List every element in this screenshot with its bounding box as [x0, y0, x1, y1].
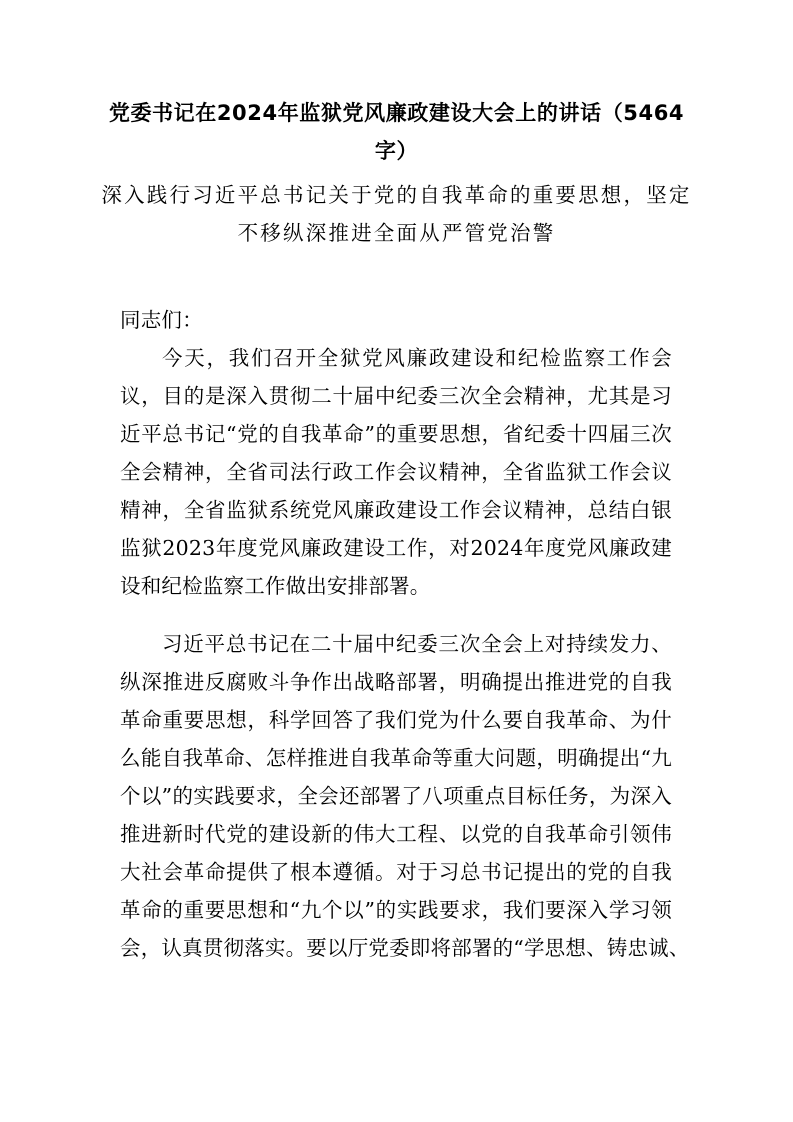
paragraph-2-line: 会，认真贯彻落实。要以厅党委即将部署的“学思想、铸忠诚、 — [120, 936, 690, 960]
salutation: 同志们： — [120, 308, 203, 332]
paragraph-2-line: 么能自我革命、怎样推进自我革命等重大问题，明确提出“九 — [120, 746, 672, 770]
paragraph-2-line: 革命的重要思想和“九个以”的实践要求，我们要深入学习领 — [120, 898, 672, 922]
document-title-line-1: 党委书记在2024年监狱党风廉政建设大会上的讲话（5464 — [108, 101, 685, 125]
document-title-line-2: 字） — [374, 139, 419, 163]
paragraph-2-line: 革命重要思想，科学回答了我们党为什么要自我革命、为什 — [120, 708, 672, 732]
paragraph-1-line: 近平总书记“党的自我革命”的重要思想，省纪委十四届三次 — [120, 422, 672, 446]
document-subtitle-line-1: 深入践行习近平总书记关于党的自我革命的重要思想，坚定 — [101, 183, 692, 207]
paragraph-1-line: 设和纪检监察工作做出安排部署。 — [120, 574, 431, 598]
paragraph-2-line: 习近平总书记在二十届中纪委三次全会上对持续发力、 — [162, 632, 672, 656]
paragraph-1-line: 监狱2023年度党风廉政建设工作，对2024年度党风廉政建 — [120, 536, 672, 560]
paragraph-2-line: 大社会革命提供了根本遵循。对于习总书记提出的党的自我 — [120, 860, 672, 884]
paragraph-1-line: 今天，我们召开全狱党风廉政建设和纪检监察工作会 — [162, 346, 672, 370]
paragraph-1-line: 精神，全省监狱系统党风廉政建设工作会议精神，总结白银 — [120, 498, 672, 522]
paragraph-2-line: 个以”的实践要求，全会还部署了八项重点目标任务，为深入 — [120, 784, 672, 808]
paragraph-2-line: 纵深推进反腐败斗争作出战略部署，明确提出推进党的自我 — [120, 670, 672, 694]
paragraph-1-line: 全会精神，全省司法行政工作会议精神，全省监狱工作会议 — [120, 460, 672, 484]
paragraph-2-line: 推进新时代党的建设新的伟大工程、以党的自我革命引领伟 — [120, 822, 672, 846]
paragraph-1-line: 议，目的是深入贯彻二十届中纪委三次全会精神，尤其是习 — [120, 384, 672, 408]
document-subtitle-line-2: 不移纵深推进全面从严管党治警 — [237, 221, 556, 245]
